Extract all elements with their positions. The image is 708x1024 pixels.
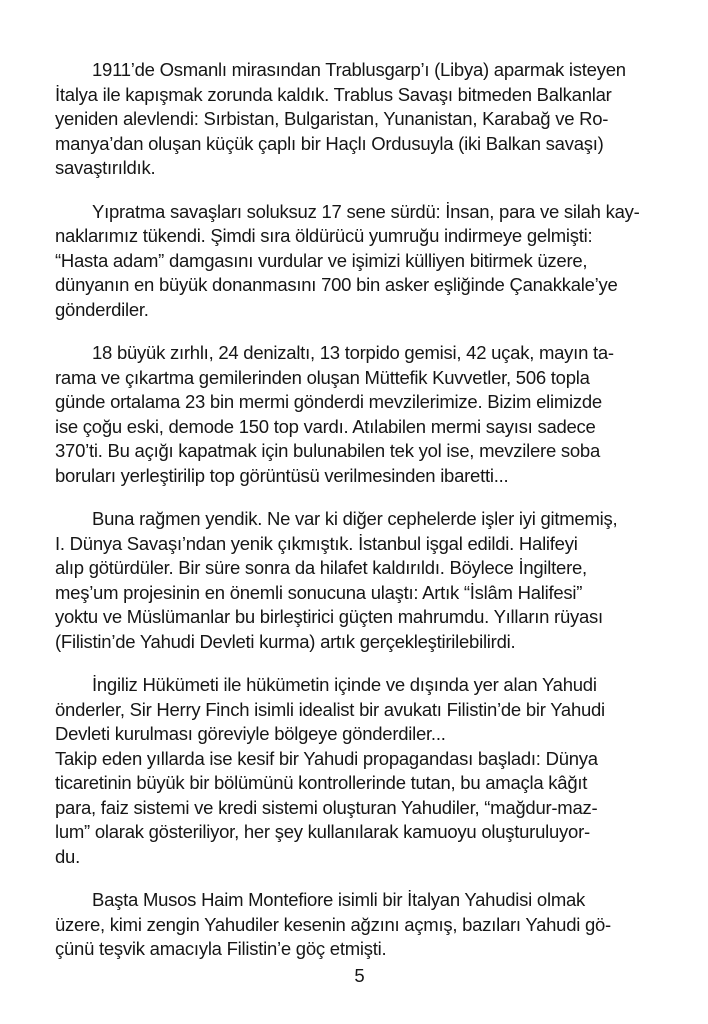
text-line: Devleti kurulması göreviyle bölgeye gönderdiler...: [55, 723, 446, 744]
text-line: Başta Musos Haim Montefiore isimli bir İtalyan Yahudisi olmak: [92, 889, 586, 910]
text-line: manya’dan oluşan küçük çaplı bir Haçlı Ordusuyla (iki Balkan savaşı): [55, 132, 604, 154]
text-line: meş’um projesinin en önemli sonucuna ulaştı: Artık “İslâm Halifesi”: [55, 581, 583, 603]
text-line: 370’ti. Bu açığı kapatmak için bulunabilen tek yol ise, mevzilere soba: [55, 440, 600, 461]
text-line: Takip eden yıllarda ise kesif bir Yahudi propagandası başladı: Dünya: [55, 747, 598, 769]
paragraph: [55, 341, 664, 488]
text-line: çünü teşvik amacıyla Filistin’e göç etmişti.: [55, 938, 387, 959]
text-line: 18 büyük zırhlı, 24 denizaltı, 13 torpido gemisi, 42 uçak, mayın ta-: [92, 342, 614, 363]
text-line: ticaretinin büyük bir bölümünü kontrollerinde tutan, bu amaçla kâğıt: [55, 772, 588, 793]
page-number: 5: [354, 964, 365, 986]
text-line: dünyanın en büyük donanmasını 700 bin asker eşliğinde Çanakkale’ye: [55, 274, 618, 295]
text-line: I. Dünya Savaşı’ndan yenik çıkmıştık. İstanbul işgal edildi. Halifeyi: [55, 532, 578, 554]
text-line: ise çoğu eski, demode 150 top vardı. Atılabilen mermi sayısı sadece: [55, 415, 596, 437]
text-line: rama ve çıkartma gemilerinden oluşan Müttefik Kuvvetler, 506 topla: [55, 366, 590, 388]
paragraph: [55, 200, 664, 323]
text-line: Buna rağmen yendik. Ne var ki diğer cephelerde işler iyi gitmemiş,: [92, 508, 618, 529]
paragraph: [55, 673, 664, 869]
text-line: boruları yerleştirilip top görüntüsü verilmesinden ibaretti...: [55, 464, 509, 486]
text-line: “Hasta adam” damgasını vurdular ve işimizi külliyen bitirmek üzere,: [55, 249, 588, 271]
text-line: yoktu ve Müslümanlar bu birleştirici güçten mahrumdu. Yılların rüyası: [55, 606, 603, 627]
text-line: yeniden alevlendi: Sırbistan, Bulgaristan, Yunanistan, Karabağ ve Ro-: [55, 108, 609, 129]
text-line: para, faiz sistemi ve kredi sistemi oluşturan Yahudiler, “mağdur-maz-: [55, 796, 598, 818]
paragraph: [55, 58, 664, 181]
text-line: lum” olarak gösteriliyor, her şey kullanılarak kamuoyu oluşturuluyor-: [55, 821, 590, 842]
text-line: İngiliz Hükümeti ile hükümetin içinde ve dışında yer alan Yahudi: [92, 674, 597, 695]
text-line: gönderdiler.: [55, 298, 149, 320]
paragraph: [55, 888, 664, 962]
text-line: üzere, kimi zengin Yahudiler kesenin ağzını açmış, bazıları Yahudi gö-: [55, 913, 611, 935]
text-line: Yıpratma savaşları soluksuz 17 sene sürdü: İnsan, para ve silah kay-: [92, 200, 640, 222]
page-text: [55, 58, 664, 962]
text-line: önderler, Sir Herry Finch isimli idealist bir avukatı Filistin’de bir Yahudi: [55, 698, 605, 720]
text-line: du.: [55, 845, 80, 867]
text-line: 1911’de Osmanlı mirasından Trablusgarp’ı (Libya) aparmak isteyen: [92, 59, 626, 80]
text-line: günde ortalama 23 bin mermi gönderdi mevzilerimize. Bizim elimizde: [55, 391, 602, 412]
text-line: savaştırıldık.: [55, 157, 156, 178]
text-line: alıp götürdüler. Bir süre sonra da hilafet kaldırıldı. Böylece İngiltere,: [55, 557, 587, 578]
text-line: (Filistin’de Yahudi Devleti kurma) artık gerçekleştirilebilirdi.: [55, 630, 516, 652]
text-line: naklarımız tükendi. Şimdi sıra öldürücü yumruğu indirmeye gelmişti:: [55, 225, 593, 246]
text-line: İtalya ile kapışmak zorunda kaldık. Trablus Savaşı bitmeden Balkanlar: [55, 83, 612, 105]
paragraph: [55, 507, 664, 654]
